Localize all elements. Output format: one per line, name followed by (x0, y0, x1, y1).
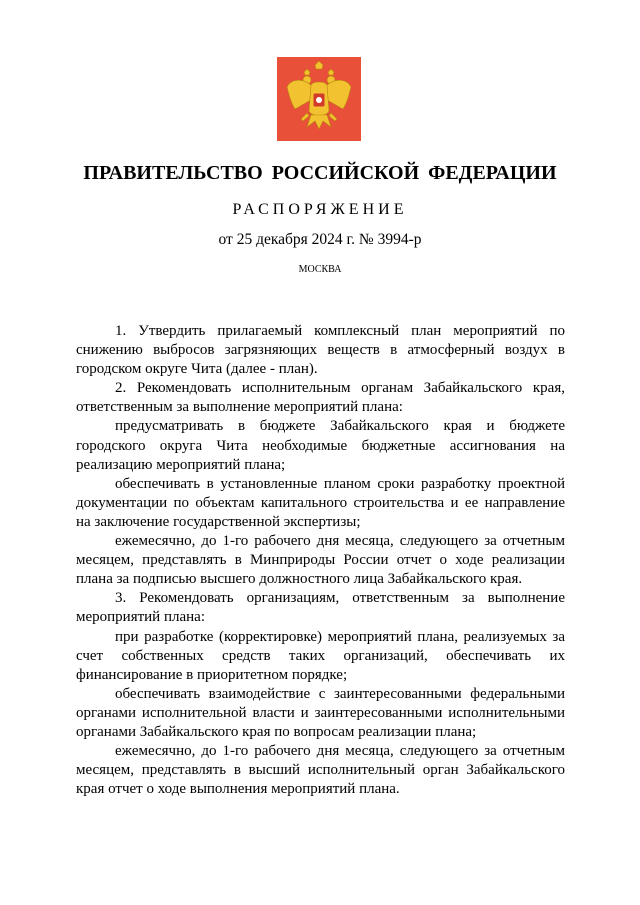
document-city: МОСКВА (298, 264, 342, 275)
paragraph: обеспечивать взаимодействие с заинтересованными федеральными органами исполнительной власти и заинтересованными исполнительными органами Забайкальского края по вопросам реализации плана; (76, 685, 565, 740)
paragraph: при разработке (корректировке) мероприятий плана, реализуемых за счет собственных средств таких организаций, обеспечивать их финансирование в приоритетном порядке; (76, 628, 565, 683)
paragraph: ежемесячно, до 1-го рабочего дня месяца, следующего за отчетным месяцем, представлять в высший исполнительный орган Забайкальского края отчет о ходе выполнения мероприятий плана. (76, 743, 565, 798)
paragraph: обеспечивать в установленные планом сроки разработку проектной документации по объектам капитального строительства и ее направление на заключение государственной экспертизы; (76, 475, 565, 530)
government-title: ПРАВИТЕЛЬСТВО РОССИЙСКОЙ ФЕДЕРАЦИИ (83, 162, 557, 184)
coat-of-arms-icon (277, 57, 361, 141)
paragraph: предусматривать в бюджете Забайкальского края и бюджете городского округа Чита необходимые бюджетные ассигнования на реализацию мероприятий плана; (76, 418, 565, 473)
paragraph: 1. Утвердить прилагаемый комплексный план мероприятий по снижению выбросов загрязняющих веществ в атмосферный воздух в городском округе Чита (далее - план). (76, 323, 565, 378)
paragraph: 2. Рекомендовать исполнительным органам Забайкальского края, ответственным за выполнение мероприятий плана: (76, 380, 565, 416)
paragraph: 3. Рекомендовать организациям, ответственным за выполнение мероприятий плана: (76, 590, 565, 626)
document-type: РАСПОРЯЖЕНИЕ (232, 201, 408, 218)
double-headed-eagle-icon (277, 57, 361, 141)
document-date-number: от 25 декабря 2024 г. № 3994-р (218, 231, 422, 248)
document-body (76, 322, 565, 799)
paragraph: ежемесячно, до 1-го рабочего дня месяца, следующего за отчетным месяцем, представлять в Минприроды России отчет о ходе реализации плана за подписью высшего должностного лица Забайкальского края. (76, 533, 565, 588)
